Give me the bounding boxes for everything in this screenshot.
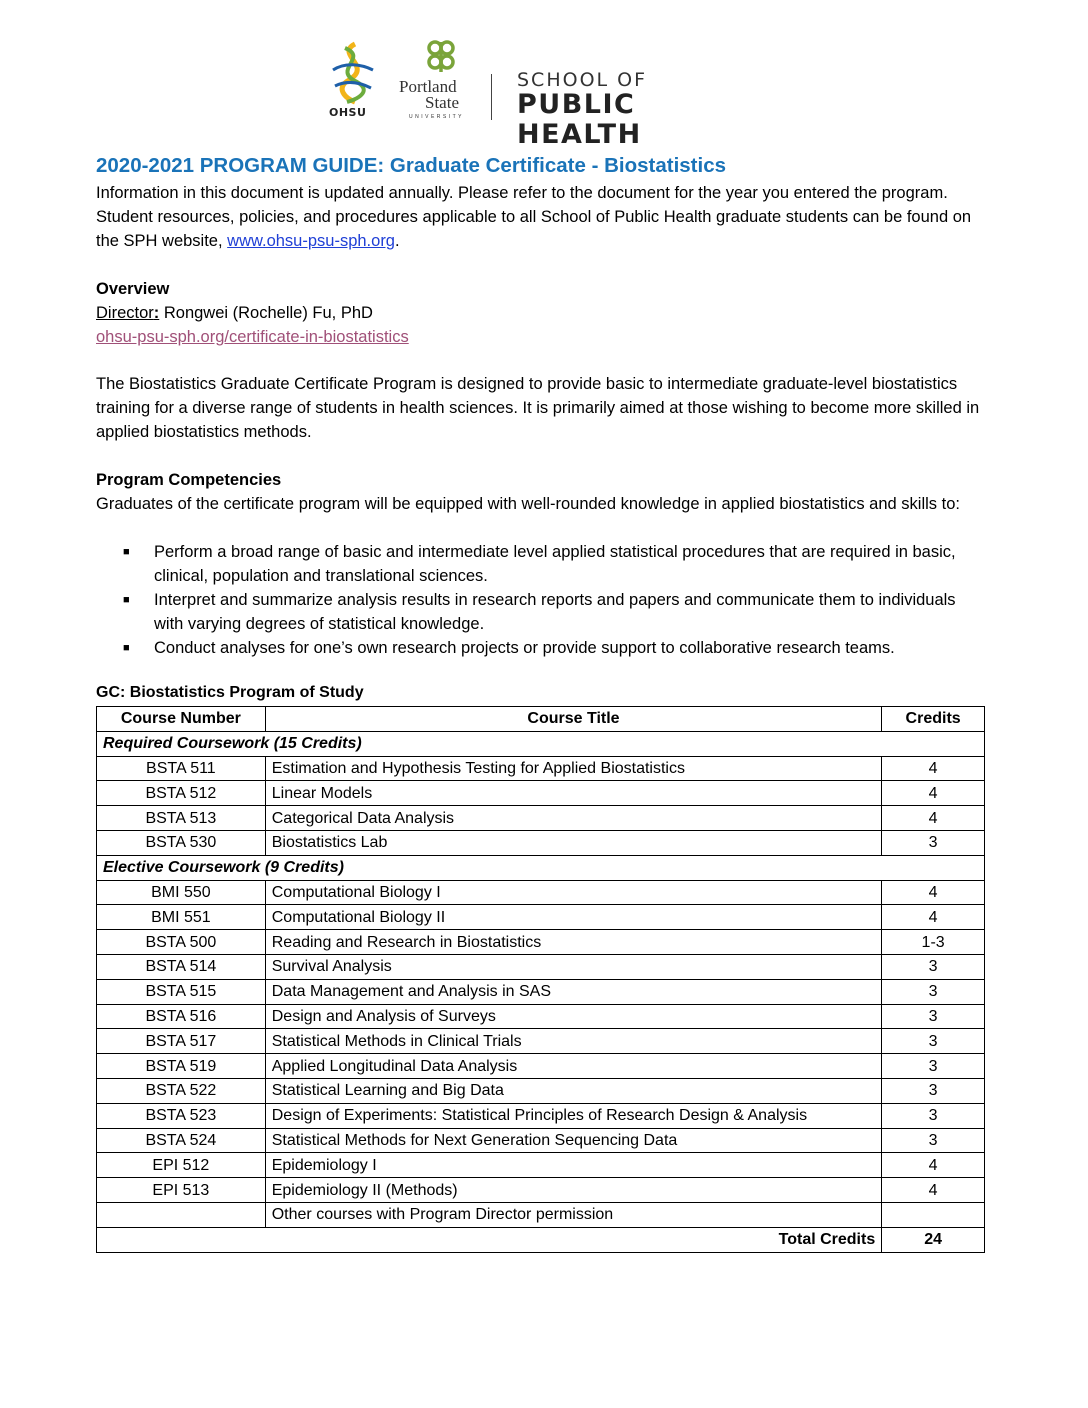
psu-logo bbox=[395, 38, 475, 124]
total-row bbox=[97, 1227, 985, 1252]
competency-text: Interpret and summarize analysis results in research reports and papers and communicate them to individuals with varying degrees of statistical knowledge. bbox=[154, 591, 956, 633]
director-line bbox=[96, 301, 986, 325]
table-row bbox=[97, 930, 985, 955]
psu-knot-icon bbox=[421, 38, 461, 78]
credits-cell: 4 bbox=[882, 806, 985, 831]
course-number-cell: BSTA 519 bbox=[97, 1054, 266, 1079]
course-title-cell: Linear Models bbox=[265, 781, 882, 806]
course-title-cell: Other courses with Program Director permission bbox=[265, 1202, 882, 1227]
credits-cell: 3 bbox=[882, 830, 985, 855]
course-number-cell: BSTA 517 bbox=[97, 1029, 266, 1054]
competency-item bbox=[96, 540, 986, 588]
course-title-cell: Computational Biology I bbox=[265, 880, 882, 905]
table-row bbox=[97, 1103, 985, 1128]
course-number-cell bbox=[97, 1202, 266, 1227]
course-number-cell: BSTA 516 bbox=[97, 1004, 266, 1029]
program-description: The Biostatistics Graduate Certificate Program is designed to provide basic to intermediate graduate-level biostatistics training for a diverse range of students in health sciences. It is primarily aimed at those wishing to become more skilled in applied biostatistics methods. bbox=[96, 375, 980, 441]
course-number-cell: BSTA 514 bbox=[97, 954, 266, 979]
page-title: 2020-2021 PROGRAM GUIDE: Graduate Certificate - Biostatistics bbox=[96, 154, 726, 177]
course-number-cell: BSTA 515 bbox=[97, 979, 266, 1004]
credits-cell: 3 bbox=[882, 1078, 985, 1103]
program-link-line bbox=[96, 325, 986, 349]
course-title-cell: Estimation and Hypothesis Testing for Applied Biostatistics bbox=[265, 756, 882, 781]
overview-heading: Overview bbox=[96, 280, 170, 298]
sph-line2: PUBLIC HEALTH bbox=[517, 89, 642, 150]
course-title-cell: Design of Experiments: Statistical Principles of Research Design & Analysis bbox=[265, 1103, 882, 1128]
header-course-title: Course Title bbox=[265, 707, 882, 732]
director-name: Rongwei (Rochelle) Fu, PhD bbox=[159, 304, 373, 322]
course-number-cell: BSTA 512 bbox=[97, 781, 266, 806]
credits-cell bbox=[882, 1202, 985, 1227]
director-colon: : bbox=[153, 304, 160, 322]
course-number-cell: BSTA 523 bbox=[97, 1103, 266, 1128]
table-row bbox=[97, 1054, 985, 1079]
course-number-cell: BSTA 513 bbox=[97, 806, 266, 831]
course-number-cell: BSTA 500 bbox=[97, 930, 266, 955]
table-row bbox=[97, 1202, 985, 1227]
course-title-cell: Statistical Methods for Next Generation Sequencing Data bbox=[265, 1128, 882, 1153]
competency-text: Perform a broad range of basic and intermediate level applied statistical procedures that are required in basic, clinical, population and translational sciences. bbox=[154, 543, 956, 585]
intro-end: . bbox=[394, 232, 400, 250]
credits-cell: 3 bbox=[882, 979, 985, 1004]
course-number-cell: BSTA 524 bbox=[97, 1128, 266, 1153]
table-row bbox=[97, 756, 985, 781]
credits-cell: 3 bbox=[882, 1029, 985, 1054]
competency-item bbox=[96, 588, 986, 636]
required-section-label: Required Coursework (15 Credits) bbox=[97, 731, 985, 756]
competencies-heading: Program Competencies bbox=[96, 471, 282, 489]
course-title-cell: Survival Analysis bbox=[265, 954, 882, 979]
ohsu-logo bbox=[325, 40, 381, 122]
course-number-cell: BSTA 530 bbox=[97, 830, 266, 855]
credits-cell: 4 bbox=[882, 1153, 985, 1178]
course-title-cell: Applied Longitudinal Data Analysis bbox=[265, 1054, 882, 1079]
course-title-cell: Epidemiology II (Methods) bbox=[265, 1178, 882, 1203]
program-of-study-table bbox=[96, 706, 985, 1253]
total-credits-value: 24 bbox=[882, 1227, 985, 1252]
credits-cell: 3 bbox=[882, 1004, 985, 1029]
logo-divider bbox=[491, 74, 492, 120]
table-row bbox=[97, 781, 985, 806]
sph-logo bbox=[517, 69, 767, 150]
table-header-row bbox=[97, 707, 985, 732]
table-title: GC: Biostatistics Program of Study bbox=[96, 684, 364, 701]
required-section-row bbox=[97, 731, 985, 756]
table-body bbox=[97, 731, 985, 1252]
table-row bbox=[97, 1029, 985, 1054]
course-number-cell: EPI 513 bbox=[97, 1178, 266, 1203]
credits-cell: 4 bbox=[882, 905, 985, 930]
psu-line3: UNIVERSITY bbox=[409, 114, 465, 120]
table-row bbox=[97, 830, 985, 855]
credits-cell: 4 bbox=[882, 880, 985, 905]
table-row bbox=[97, 1004, 985, 1029]
ohsu-helix-icon bbox=[325, 40, 381, 106]
competency-text: Conduct analyses for one’s own research projects or provide support to collaborative research teams. bbox=[154, 639, 895, 657]
competency-item bbox=[96, 636, 986, 660]
header-credits: Credits bbox=[882, 707, 985, 732]
sph-website-link[interactable]: www.ohsu-psu-sph.org bbox=[227, 232, 395, 250]
psu-line2: State bbox=[425, 93, 459, 112]
bullet-icon: ■ bbox=[123, 642, 130, 654]
sph-line1: SCHOOL OF bbox=[517, 69, 648, 91]
credits-cell: 3 bbox=[882, 1128, 985, 1153]
course-title-cell: Reading and Research in Biostatistics bbox=[265, 930, 882, 955]
table-row bbox=[97, 905, 985, 930]
credits-cell: 4 bbox=[882, 781, 985, 806]
total-credits-label: Total Credits bbox=[97, 1227, 882, 1252]
table-row bbox=[97, 1178, 985, 1203]
credits-cell: 3 bbox=[882, 1054, 985, 1079]
table-row bbox=[97, 1078, 985, 1103]
bullet-icon: ■ bbox=[123, 546, 130, 558]
course-number-cell: BSTA 522 bbox=[97, 1078, 266, 1103]
credits-cell: 4 bbox=[882, 1178, 985, 1203]
table-row bbox=[97, 880, 985, 905]
competencies-intro: Graduates of the certificate program will be equipped with well-rounded knowledge in applied biostatistics and skills to: bbox=[96, 495, 960, 513]
ohsu-label: OHSU bbox=[329, 106, 367, 119]
course-number-cell: BMI 550 bbox=[97, 880, 266, 905]
course-number-cell: BMI 551 bbox=[97, 905, 266, 930]
table-row bbox=[97, 806, 985, 831]
bullet-icon: ■ bbox=[123, 594, 130, 606]
course-title-cell: Statistical Methods in Clinical Trials bbox=[265, 1029, 882, 1054]
course-number-cell: EPI 512 bbox=[97, 1153, 266, 1178]
elective-section-row bbox=[97, 855, 985, 880]
psu-line1: Portland bbox=[399, 77, 457, 96]
course-title-cell: Design and Analysis of Surveys bbox=[265, 1004, 882, 1029]
credits-cell: 3 bbox=[882, 1103, 985, 1128]
credits-cell: 3 bbox=[882, 954, 985, 979]
header-course-number: Course Number bbox=[97, 707, 266, 732]
intro-paragraph bbox=[96, 181, 986, 253]
course-title-cell: Epidemiology I bbox=[265, 1153, 882, 1178]
table-row bbox=[97, 979, 985, 1004]
course-title-cell: Data Management and Analysis in SAS bbox=[265, 979, 882, 1004]
program-page-link[interactable]: ohsu-psu-sph.org/certificate-in-biostatistics bbox=[96, 328, 409, 346]
course-title-cell: Computational Biology II bbox=[265, 905, 882, 930]
table-row bbox=[97, 954, 985, 979]
elective-section-label: Elective Coursework (9 Credits) bbox=[97, 855, 985, 880]
course-title-cell: Categorical Data Analysis bbox=[265, 806, 882, 831]
credits-cell: 4 bbox=[882, 756, 985, 781]
course-title-cell: Biostatistics Lab bbox=[265, 830, 882, 855]
director-label: Director bbox=[96, 304, 154, 322]
course-title-cell: Statistical Learning and Big Data bbox=[265, 1078, 882, 1103]
intro-text: Information in this document is updated annually. Please refer to the document for the year you entered the program. Student resources, policies, and procedures applicable to all School of Public Health graduate students can be found on the SPH website, bbox=[96, 184, 972, 250]
credits-cell: 1-3 bbox=[882, 930, 985, 955]
table-row bbox=[97, 1153, 985, 1178]
competencies-list bbox=[96, 540, 986, 660]
header-logos bbox=[325, 38, 765, 150]
course-number-cell: BSTA 511 bbox=[97, 756, 266, 781]
table-row bbox=[97, 1128, 985, 1153]
